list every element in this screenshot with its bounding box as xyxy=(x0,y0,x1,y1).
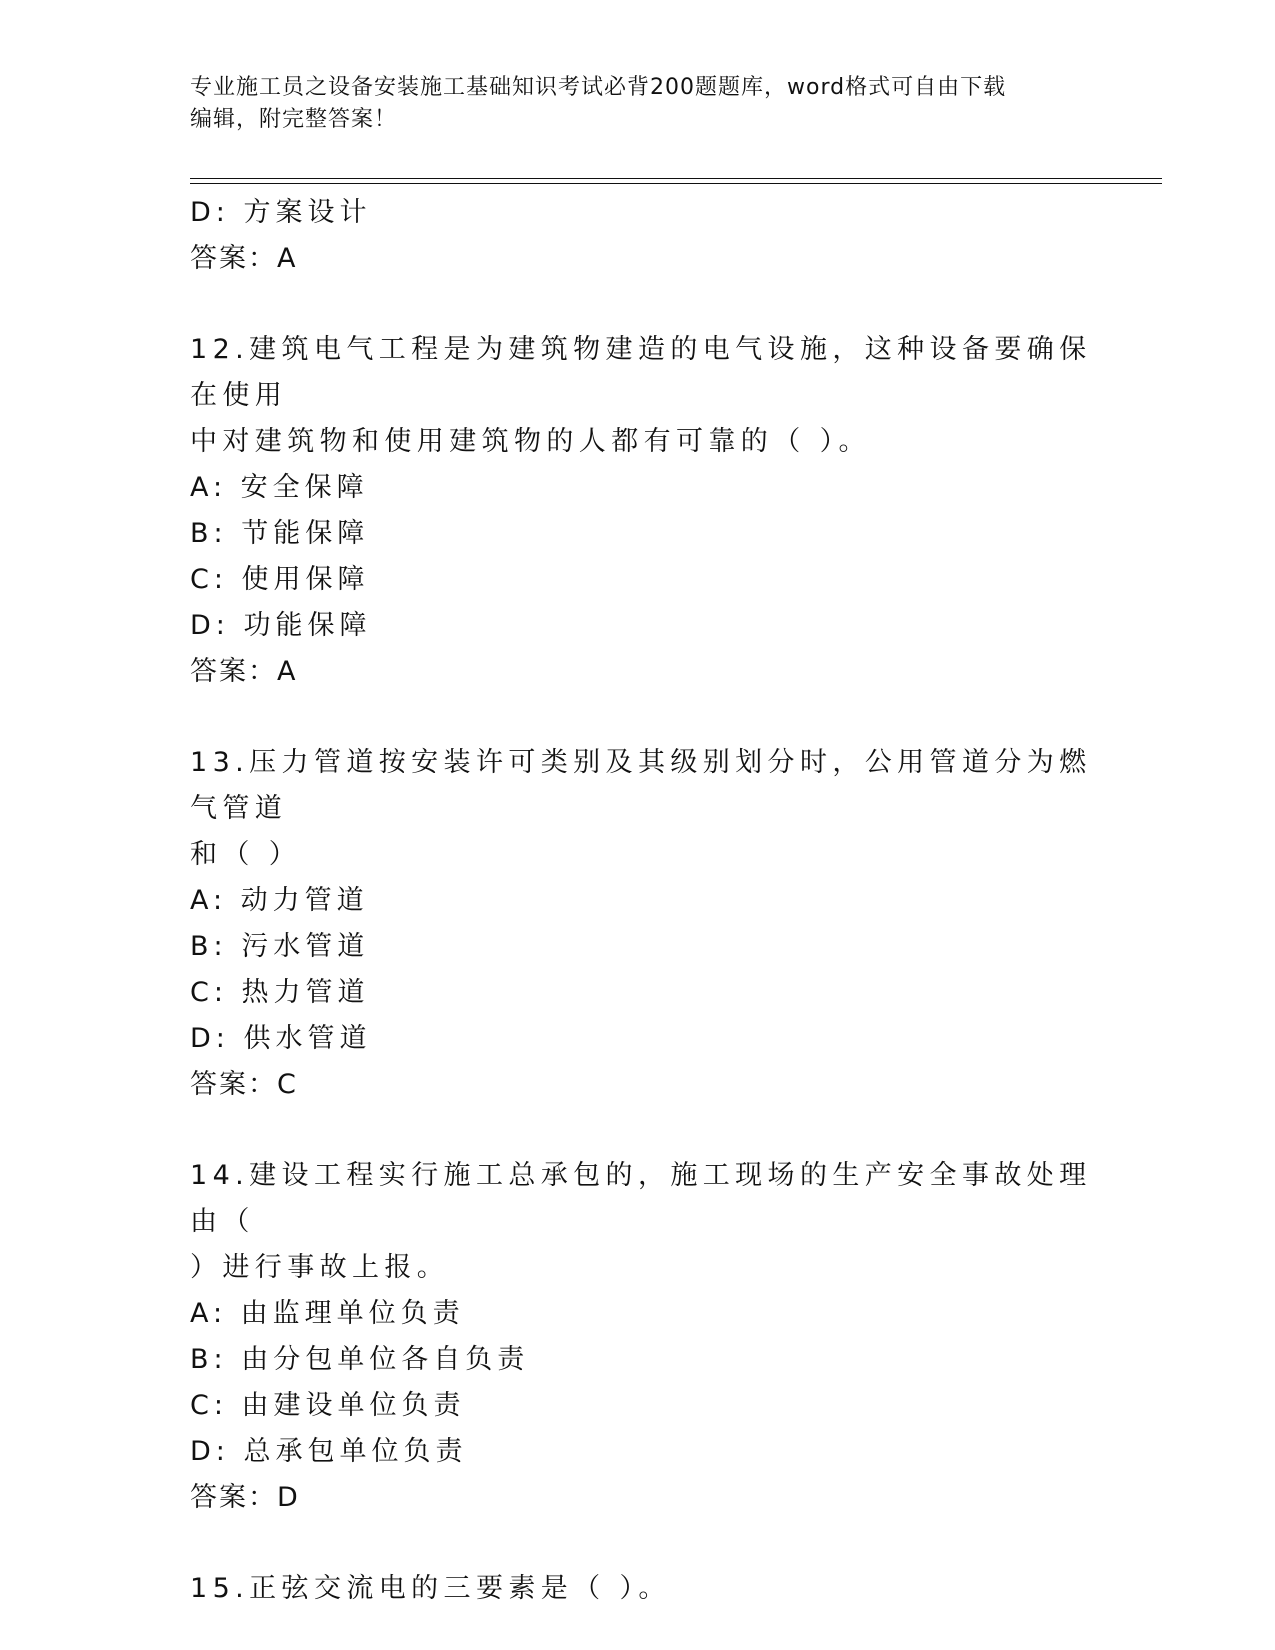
option-b: B: 污水管道 xyxy=(190,931,370,962)
document-body xyxy=(190,190,1120,1612)
option-d: D: 方案设计 xyxy=(190,197,372,228)
answer: 答案：D xyxy=(190,1482,300,1513)
question-14 xyxy=(190,1153,1120,1521)
document-header xyxy=(190,72,1090,136)
option-c: C: 由建设单位负责 xyxy=(190,1390,466,1421)
question-text-line-2: 和（ ） xyxy=(190,839,302,870)
question-15 xyxy=(190,1566,1120,1612)
question-12 xyxy=(190,327,1120,695)
header-line-2: 编辑，附完整答案！ xyxy=(190,107,398,132)
header-divider-bottom xyxy=(190,183,1162,184)
option-a: A: 动力管道 xyxy=(190,885,369,916)
question-text-line-1: 15.正弦交流电的三要素是（ ）。 xyxy=(190,1573,671,1604)
question-text-line-1: 13.压力管道按安装许可类别及其级别划分时，公用管道分为燃气管道 xyxy=(190,747,1092,824)
question-text-line-1: 14.建设工程实行施工总承包的，施工现场的生产安全事故处理由（ xyxy=(190,1160,1092,1237)
header-divider-top xyxy=(190,178,1162,179)
option-b: B: 节能保障 xyxy=(190,518,370,549)
option-a: A: 安全保障 xyxy=(190,472,369,503)
answer: 答案：A xyxy=(190,243,298,274)
answer: 答案：A xyxy=(190,656,298,687)
answer: 答案：C xyxy=(190,1069,298,1100)
question-text-line-2: ）进行事故上报。 xyxy=(190,1252,450,1283)
header-line-1: 专业施工员之设备安装施工基础知识考试必背200题题库，word格式可自由下载 xyxy=(190,75,1007,100)
partial-question-11 xyxy=(190,190,1120,282)
question-text-line-2: 中对建筑物和使用建筑物的人都有可靠的（ ）。 xyxy=(190,426,871,457)
question-13 xyxy=(190,740,1120,1108)
option-d: D: 总承包单位负责 xyxy=(190,1436,468,1467)
option-d: D: 供水管道 xyxy=(190,1023,372,1054)
option-c: C: 使用保障 xyxy=(190,564,370,595)
option-b: B: 由分包单位各自负责 xyxy=(190,1344,530,1375)
option-c: C: 热力管道 xyxy=(190,977,370,1008)
question-text-line-1: 12.建筑电气工程是为建筑物建造的电气设施，这种设备要确保在使用 xyxy=(190,334,1092,411)
option-a: A: 由监理单位负责 xyxy=(190,1298,465,1329)
option-d: D: 功能保障 xyxy=(190,610,372,641)
